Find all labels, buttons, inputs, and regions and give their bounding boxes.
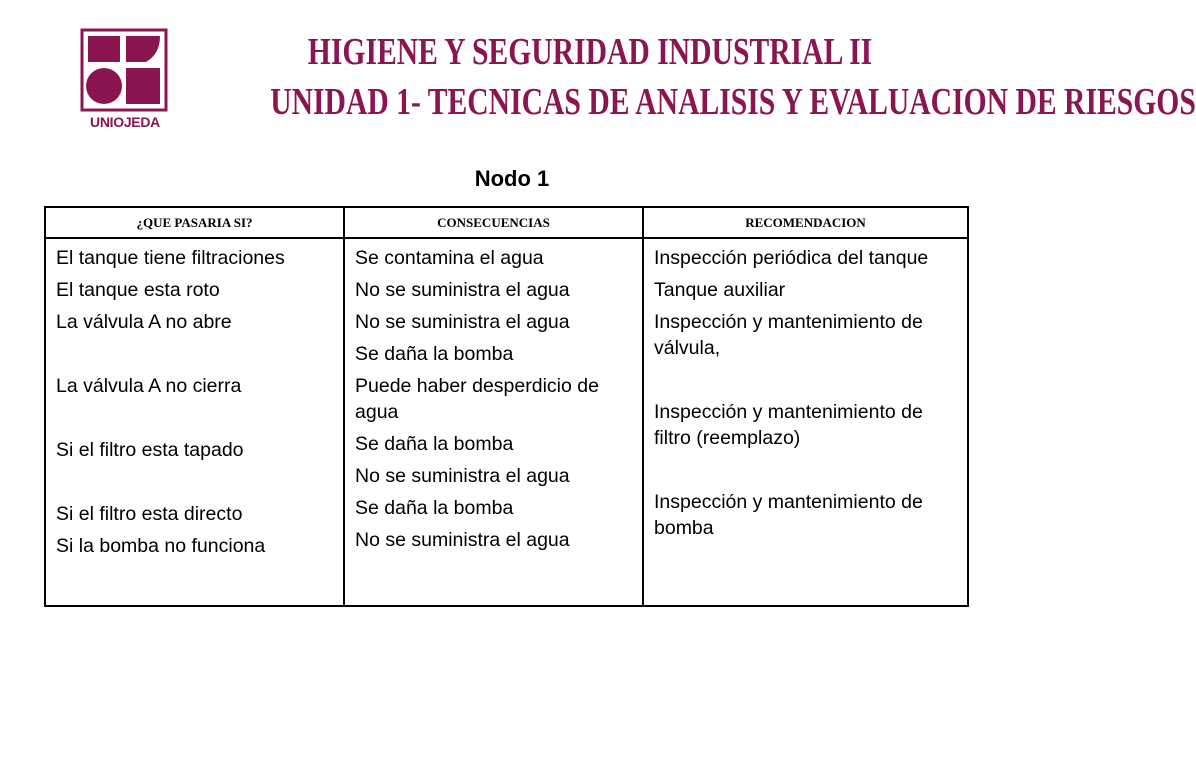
header-consecuencias: CONSECUENCIAS (344, 207, 643, 238)
list-item: No se suministra el agua (355, 279, 570, 301)
list-item: Inspección y mantenimiento de bomba (654, 491, 923, 539)
list-item: Se contamina el agua (355, 247, 544, 269)
cell-que-pasaria-si (45, 238, 344, 606)
list-item: La válvula A no cierra (56, 375, 242, 397)
uniojeda-logo (80, 28, 170, 134)
list-item: No se suministra el agua (355, 311, 570, 333)
list-item: No se suministra el agua (355, 529, 570, 551)
unit-title: UNIDAD 1- TECNICAS DE ANALISIS Y EVALUACION DE RIESGOS (270, 81, 1196, 123)
list-item: Se daña la bomba (355, 343, 514, 365)
logo-mark (80, 28, 170, 112)
list-item: Inspección y mantenimiento de válvula, (654, 311, 923, 359)
list-item: Puede haber desperdicio de agua (355, 375, 599, 423)
whatif-table (44, 206, 969, 607)
list-item: Se daña la bomba (355, 433, 514, 455)
cell-consecuencias (344, 238, 643, 606)
course-title: HIGIENE Y SEGURIDAD INDUSTRIAL II (307, 31, 873, 73)
list-item: Se daña la bomba (355, 497, 514, 519)
list-item: Inspección periódica del tanque (654, 247, 929, 269)
list-item: El tanque esta roto (56, 279, 220, 301)
logo-label: UNIOJEDA (90, 114, 160, 130)
list-item: Si el filtro esta tapado (56, 439, 244, 461)
table-header-row (45, 207, 968, 238)
section-title: Nodo 1 (474, 166, 550, 191)
list-item: La válvula A no abre (56, 311, 232, 333)
list-item: Si el filtro esta directo (56, 503, 243, 525)
header-recomendacion: RECOMENDACION (643, 207, 968, 238)
list-item: Tanque auxiliar (654, 279, 786, 301)
list-item: El tanque tiene filtraciones (56, 247, 285, 269)
list-item: Inspección y mantenimiento de filtro (reemplazo) (654, 401, 923, 449)
table-row (45, 238, 968, 606)
list-item: No se suministra el agua (355, 465, 570, 487)
list-item: Si la bomba no funciona (56, 535, 266, 557)
cell-recomendacion (643, 238, 968, 606)
header-que-pasaria-si: ¿QUE PASARIA SI? (45, 207, 344, 238)
